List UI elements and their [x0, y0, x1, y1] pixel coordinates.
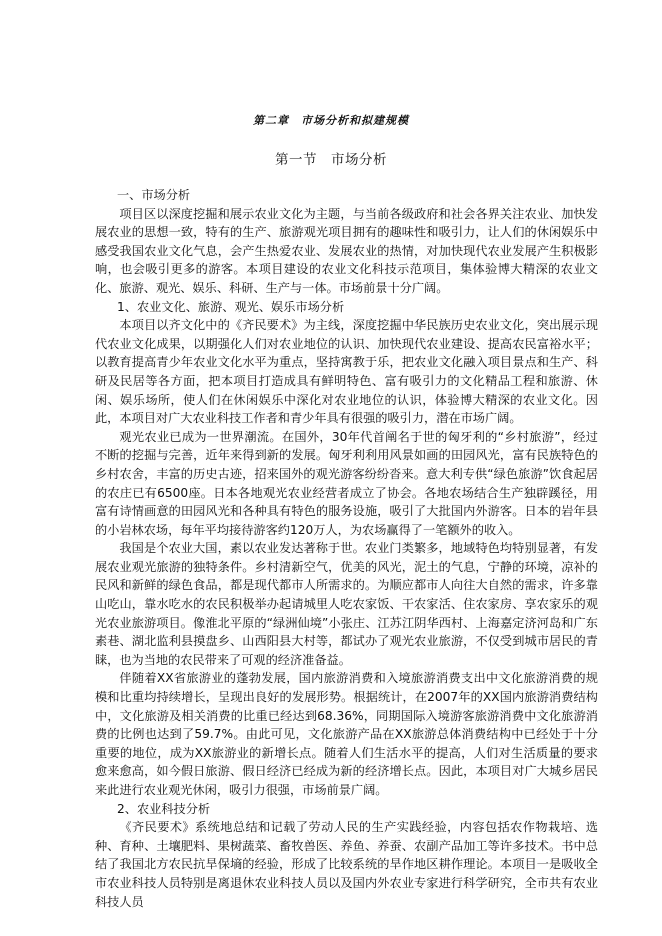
- paragraph: 我国是个农业大国，素以农业发达著称于世。农业门类繁多，地域特色均特别显著，有发展农业观光旅游的独特条件。乡村清新空气，优美的风光，泥土的气息，宁静的环境，凉补的民风和新鲜的绿色食品，都是现代都市人所需求的。为顺应都市人向往大自然的需求，许多靠山吃山，靠水吃水的农民积极举办起请城里人吃农家饭、干农家活、住农家房、享农家乐的观光农业旅游项目。像淮北平原的“绿洲仙境”小张庄、江苏江阴华西村、上海嘉定济河岛和广东素巷、湖北监利县摸盘乡、山西阳县大村等，都试办了观光农业旅游，不仅受到城市居民的青睐，也为当地的农民带来了可观的经济准备益。: [95, 541, 598, 667]
- document-body: [95, 186, 598, 911]
- heading-culture-tourism: 1、农业文化、旅游、观光、娱乐市场分析: [117, 299, 345, 314]
- paragraph: 伴随着XX省旅游业的蓬勃发展，国内旅游消费和入境旅游消费支出中文化旅游消费的规模和比重均持续增长，呈现出良好的发展形势。根据统计，在2007年的XX国内旅游消费结构中，文化旅游及相关消费的比重已经达到68.36%，同期国际入境游客旅游消费中文化旅游消费的比例也达到了59.7%。由此可见，文化旅游产品在XX旅游总体消费结构中已经处于十分重要的地位，成为XX旅游业的新增长点。随着人们生活水平的提高，人们对生活质量的要求愈来愈高，如今假日旅游、假日经济已经成为新的经济增长点。因此，本项目对广大城乡居民来此进行农业观光休闲，吸引力很强，市场前景广阔。: [95, 671, 598, 797]
- paragraph: 本项目以齐文化中的《齐民要术》为主线，深度挖掘中华民族历史农业文化，突出展示现代农业文化成果，以期强化人们对农业地位的认识、加快现代农业建设、提高农民富裕水平；以教育提高青少年农业文化水平为重点，坚持寓教于乐，把农业文化融入项目景点和生产、科研及民居等各方面，把本项目打造成具有鲜明特色、富有吸引力的文化精品工程和旅游、休闲、娱乐场所，使人们在休闲娱乐中深化对农业地位的认识，体验博大精深的农业文化。因此，本项目对广大农业科技工作者和青少年具有很强的吸引力，潜在市场广阔。: [95, 318, 598, 426]
- paragraph: 《齐民要术》系统地总结和记载了劳动人民的生产实践经验，内容包括农作物栽培、选种、育种、土壤肥料、果树蔬菜、畜牧兽医、养鱼、养蚕、农副产品加工等许多技术。书中总结了我国北方农民抗旱保墒的经验，形成了比较系统的旱作地区耕作理论。本项目一是吸收全市农业科技人员特别是离退休农业科技人员以及国内外农业专家进行科学研究，全市共有农业科技人员: [95, 820, 598, 909]
- chapter-title: 第二章 市场分析和拟建规模: [253, 114, 409, 127]
- section-title: 第一节 市场分析: [275, 152, 387, 168]
- paragraph: 项目区以深度挖掘和展示农业文化为主题，与当前各级政府和社会各界关注农业、加快发展农业的思想一致，特有的生产、旅游观光项目拥有的趣味性和吸引力，让人们的休闲娱乐中感受我国农业文化气息，会产生热爱农业、发展农业的热情，对加快现代农业发展产生积极影响，也会吸引更多的游客。本项目建设的农业文化科技示范项目，集体验博大精深的农业文化、旅游、观光、娱乐、科研、生产与一体。市场前景十分广阔。: [95, 206, 598, 295]
- paragraph: 观光农业已成为一世界潮流。在国外，30年代首阐名于世的匈牙利的“乡村旅游”，经过不断的挖掘与完善，近年来得到新的发展。匈牙利利用风景如画的田园风光，富有民族特色的乡村农舍，丰富的历史古迹，招来国外的观光游客纷纷沓来。意大利专供“绿色旅游”饮食起居的农庄已有6500座。日本各地观光农业经营者成立了协会。各地农场结合生产独辟蹊径，用富有诗情画意的田园风光和各种具有特色的服务设施，吸引了大批国内外游客。日本的岩年县的小岩林农场，每年平均接待游客约120万人，为农场赢得了一笔额外的收入。: [95, 429, 598, 537]
- heading-market-analysis: 一、市场分析: [117, 188, 191, 202]
- heading-agri-tech: 2、农业科技分析: [117, 801, 211, 816]
